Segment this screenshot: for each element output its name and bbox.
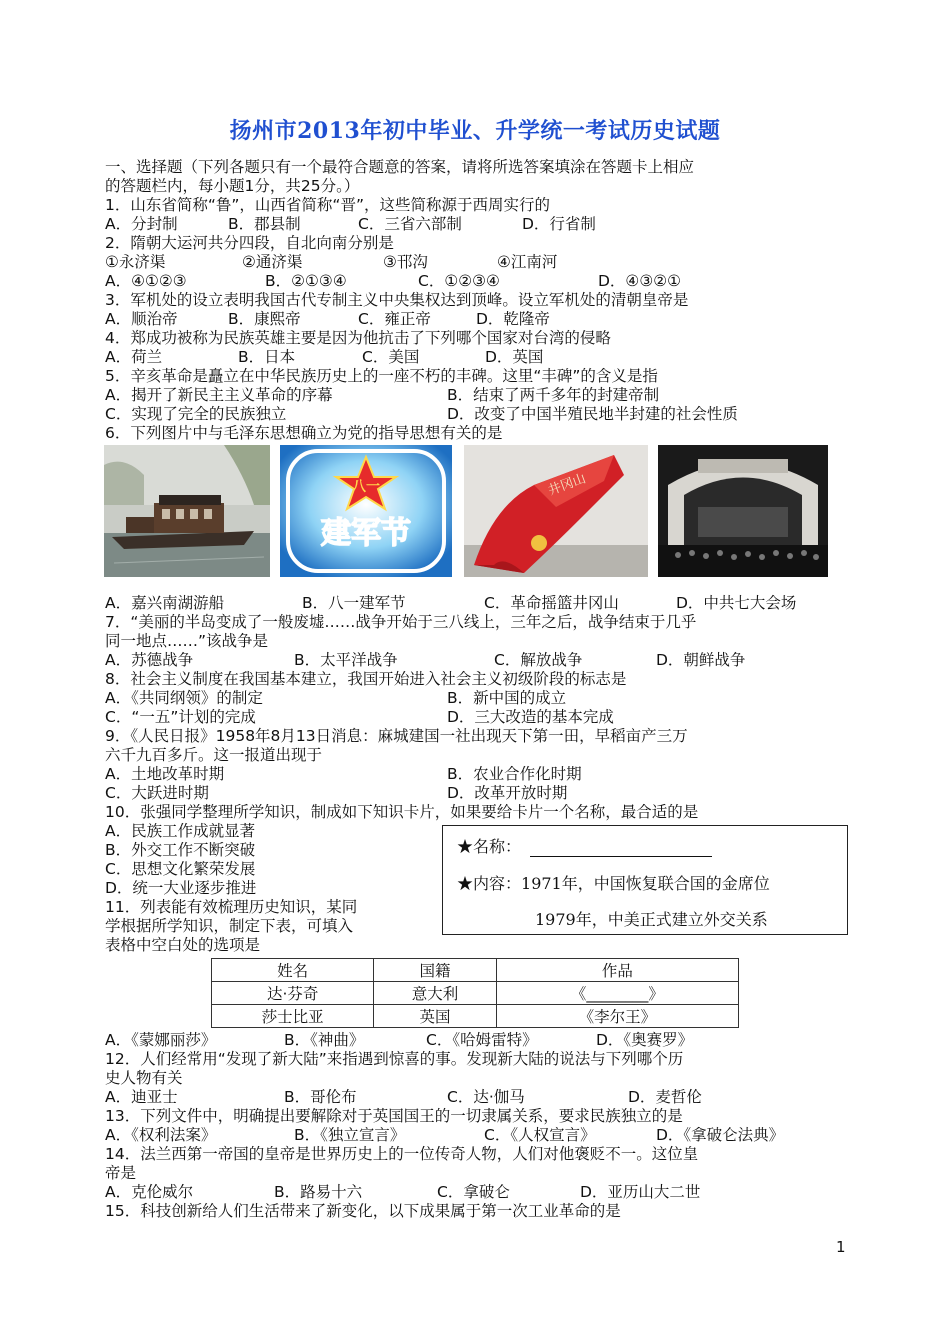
q2-option-a: A．④①②③: [105, 272, 187, 290]
q11-stem-line1: 11．列表能有效梳理历史知识，某同: [105, 898, 358, 916]
q8-option-c: C．“一五”计划的完成: [105, 708, 256, 726]
q12-option-b: B．哥伦布: [284, 1088, 357, 1106]
q14-option-a: A．克伦威尔: [105, 1183, 194, 1201]
q9-option-c: C．大跃进时期: [105, 784, 209, 802]
q6-option-d: D．中共七大会场: [676, 594, 797, 612]
q14-option-d: D．亚历山大二世: [580, 1183, 701, 1201]
q4-option-c: C．美国: [362, 348, 420, 366]
q10-stem: 10．张强同学整理所学知识，制成如下知识卡片，如果要给卡片一个名称，最合适的是: [105, 803, 699, 821]
q2-stem: 2．隋朝大运河共分四段，自北向南分别是: [105, 234, 394, 252]
table-cell-blank: 《________》: [496, 982, 738, 1005]
q8-option-a: A．《共同纲领》的制定: [105, 689, 263, 707]
q12-stem-line1: 12．人们经常用“发现了新大陆”来指遇到惊喜的事。发现新大陆的说法与下列哪个历: [105, 1050, 684, 1068]
q7-stem-line1: 7．“美丽的半岛变成了一般废墟……战争开始于三八线上，三年之后，战争结束于几乎: [105, 613, 697, 631]
q15-stem: 15．科技创新给人们生活带来了新变化，以下成果属于第一次工业革命的是: [105, 1202, 621, 1220]
q3-option-b: B．康熙帝: [228, 310, 301, 328]
q6-option-c: C．革命摇篮井冈山: [484, 594, 619, 612]
q9-stem-line2: 六千九百多斤。这一报道出现于: [105, 746, 323, 764]
q1-option-a: A．分封制: [105, 215, 178, 233]
q8-option-b: B．新中国的成立: [447, 689, 567, 707]
table-row: [212, 982, 739, 1005]
section-instructions-line2: 的答题栏内，每小题1分，共25分。）: [105, 177, 360, 195]
q11-option-b: B．《神曲》: [284, 1031, 365, 1049]
page-number: 1: [836, 1238, 846, 1256]
q5-option-a: A．揭开了新民主主义革命的序幕: [105, 386, 333, 404]
q2-item-4: ④江南河: [497, 253, 558, 271]
q2-option-d: D．④③②①: [598, 272, 682, 290]
q2-option-c: C．①②③④: [418, 272, 500, 290]
card-name-blank: [530, 842, 712, 857]
q11-option-a: A．《蒙娜丽莎》: [105, 1031, 217, 1049]
page-title: 扬州市2013年初中毕业、升学统一考试历史试题: [229, 118, 721, 144]
q14-option-c: C．拿破仑: [437, 1183, 510, 1201]
q3-stem: 3．军机处的设立表明我国古代专制主义中央集权达到顶峰。设立军机处的清朝皇帝是: [105, 291, 689, 309]
q2-item-2: ②通济渠: [242, 253, 303, 271]
table-cell: 达·芬奇: [212, 982, 374, 1005]
q12-option-c: C．达·伽马: [447, 1088, 525, 1106]
card-content-item2: 1979年，中美正式建立外交关系: [535, 910, 768, 929]
q5-option-b: B．结束了两千多年的封建帝制: [447, 386, 660, 404]
q5-stem: 5．辛亥革命是矗立在中华民族历史上的一座不朽的丰碑。这里“丰碑”的含义是指: [105, 367, 658, 385]
q1-stem: 1．山东省简称“鲁”，山西省简称“晋”，这些简称源于西周实行的: [105, 196, 550, 214]
army-day-badge-text: 八一: [352, 479, 380, 495]
card-content-item1: 1971年，中国恢复联合国的金席位: [521, 874, 770, 893]
q13-stem: 13．下列文件中，明确提出要解除对于英国国王的一切隶属关系，要求民族独立的是: [105, 1107, 683, 1125]
q12-stem-line2: 史人物有关: [105, 1069, 183, 1087]
q11-stem-line2: 学根据所学知识，制定下表，可填入: [105, 917, 354, 935]
q14-option-b: B．路易十六: [274, 1183, 363, 1201]
q5-option-c: C．实现了完全的民族独立: [105, 405, 287, 423]
q5-option-d: D．改变了中国半殖民地半封建的社会性质: [447, 405, 738, 423]
table-header-works: 作品: [496, 959, 738, 982]
table-header-name: 姓名: [212, 959, 374, 982]
q3-option-d: D．乾隆帝: [476, 310, 550, 328]
section-instructions-line1: 一、选择题（下列各题只有一个最符合题意的答案，请将所选答案填涂在答题卡上相应: [105, 158, 695, 176]
jinggangshan-text: 井冈山: [546, 471, 589, 499]
q2-option-b: B．②①③④: [265, 272, 347, 290]
q6-option-a: A．嘉兴南湖游船: [105, 594, 225, 612]
q11-stem-line3: 表格中空白处的选项是: [105, 936, 261, 954]
q11-option-d: D．《奥赛罗》: [596, 1031, 694, 1049]
q10-option-c: C．思想文化繁荣发展: [105, 860, 256, 878]
q13-option-d: D．《拿破仑法典》: [656, 1126, 785, 1144]
q6-stem: 6．下列图片中与毛泽东思想确立为党的指导思想有关的是: [105, 424, 503, 442]
q14-stem-line2: 帝是: [105, 1164, 137, 1182]
table-row: [212, 1005, 739, 1028]
q14-stem-line1: 14．法兰西第一帝国的皇帝是世界历史上的一位传奇人物，人们对他褒贬不一。这位皇: [105, 1145, 699, 1163]
card-name-row: [457, 834, 712, 857]
card-name-label: ★名称：: [457, 837, 522, 856]
table-header-nationality: 国籍: [374, 959, 496, 982]
q13-option-a: A．《权利法案》: [105, 1126, 217, 1144]
q10-option-b: B．外交工作不断突破: [105, 841, 256, 859]
q4-option-b: B．日本: [238, 348, 296, 366]
q10-option-d: D．统一大业逐步推进: [105, 879, 257, 897]
q2-item-1: ①永济渠: [105, 253, 166, 271]
picture-jiaxing-boat: [104, 445, 270, 577]
picture-jinggangshan: [464, 445, 648, 577]
q13-option-c: C．《人权宣言》: [484, 1126, 596, 1144]
picture-seventh-congress: [658, 445, 828, 577]
q7-option-b: B．太平洋战争: [294, 651, 398, 669]
q4-stem: 4．郑成功被称为民族英雄主要是因为他抗击了下列哪个国家对台湾的侵略: [105, 329, 611, 347]
q8-option-d: D．三大改造的基本完成: [447, 708, 614, 726]
q9-option-d: D．改革开放时期: [447, 784, 568, 802]
q2-item-3: ③邗沟: [383, 253, 428, 271]
q1-option-c: C．三省六部制: [358, 215, 462, 233]
q1-option-d: D．行省制: [522, 215, 596, 233]
q3-option-c: C．雍正帝: [358, 310, 431, 328]
q12-option-d: D．麦哲伦: [628, 1088, 702, 1106]
q1-option-b: B．郡县制: [228, 215, 301, 233]
q11-table: [211, 958, 739, 1028]
q9-option-b: B．农业合作化时期: [447, 765, 582, 783]
q7-option-c: C．解放战争: [494, 651, 583, 669]
q9-stem-line1: 9．《人民日报》1958年8月13日消息：麻城建国一社出现天下第一田，早稻亩产三万: [105, 727, 688, 745]
q12-option-a: A．迪亚士: [105, 1088, 178, 1106]
q7-option-a: A．苏德战争: [105, 651, 194, 669]
q7-option-d: D．朝鲜战争: [656, 651, 746, 669]
table-cell: 《李尔王》: [496, 1005, 738, 1028]
table-cell: 英国: [374, 1005, 496, 1028]
q3-option-a: A．顺治帝: [105, 310, 178, 328]
q10-option-a: A．民族工作成就显著: [105, 822, 256, 840]
q4-option-a: A．荷兰: [105, 348, 163, 366]
card-content-row: [457, 871, 770, 894]
q13-option-b: B．《独立宣言》: [294, 1126, 406, 1144]
picture-army-day: [280, 445, 452, 577]
q4-option-d: D．英国: [485, 348, 544, 366]
table-cell: 意大利: [374, 982, 496, 1005]
q9-option-a: A．土地改革时期: [105, 765, 225, 783]
knowledge-card: [442, 825, 848, 935]
card-content-label: ★内容：: [457, 874, 522, 893]
q6-option-b: B．八一建军节: [302, 594, 406, 612]
q11-option-c: C．《哈姆雷特》: [426, 1031, 538, 1049]
army-day-title-text: 建军节: [321, 516, 411, 551]
q8-stem: 8．社会主义制度在我国基本建立，我国开始进入社会主义初级阶段的标志是: [105, 670, 627, 688]
table-header-row: [212, 959, 739, 982]
table-cell: 莎士比亚: [212, 1005, 374, 1028]
q7-stem-line2: 同一地点……”该战争是: [105, 632, 269, 650]
